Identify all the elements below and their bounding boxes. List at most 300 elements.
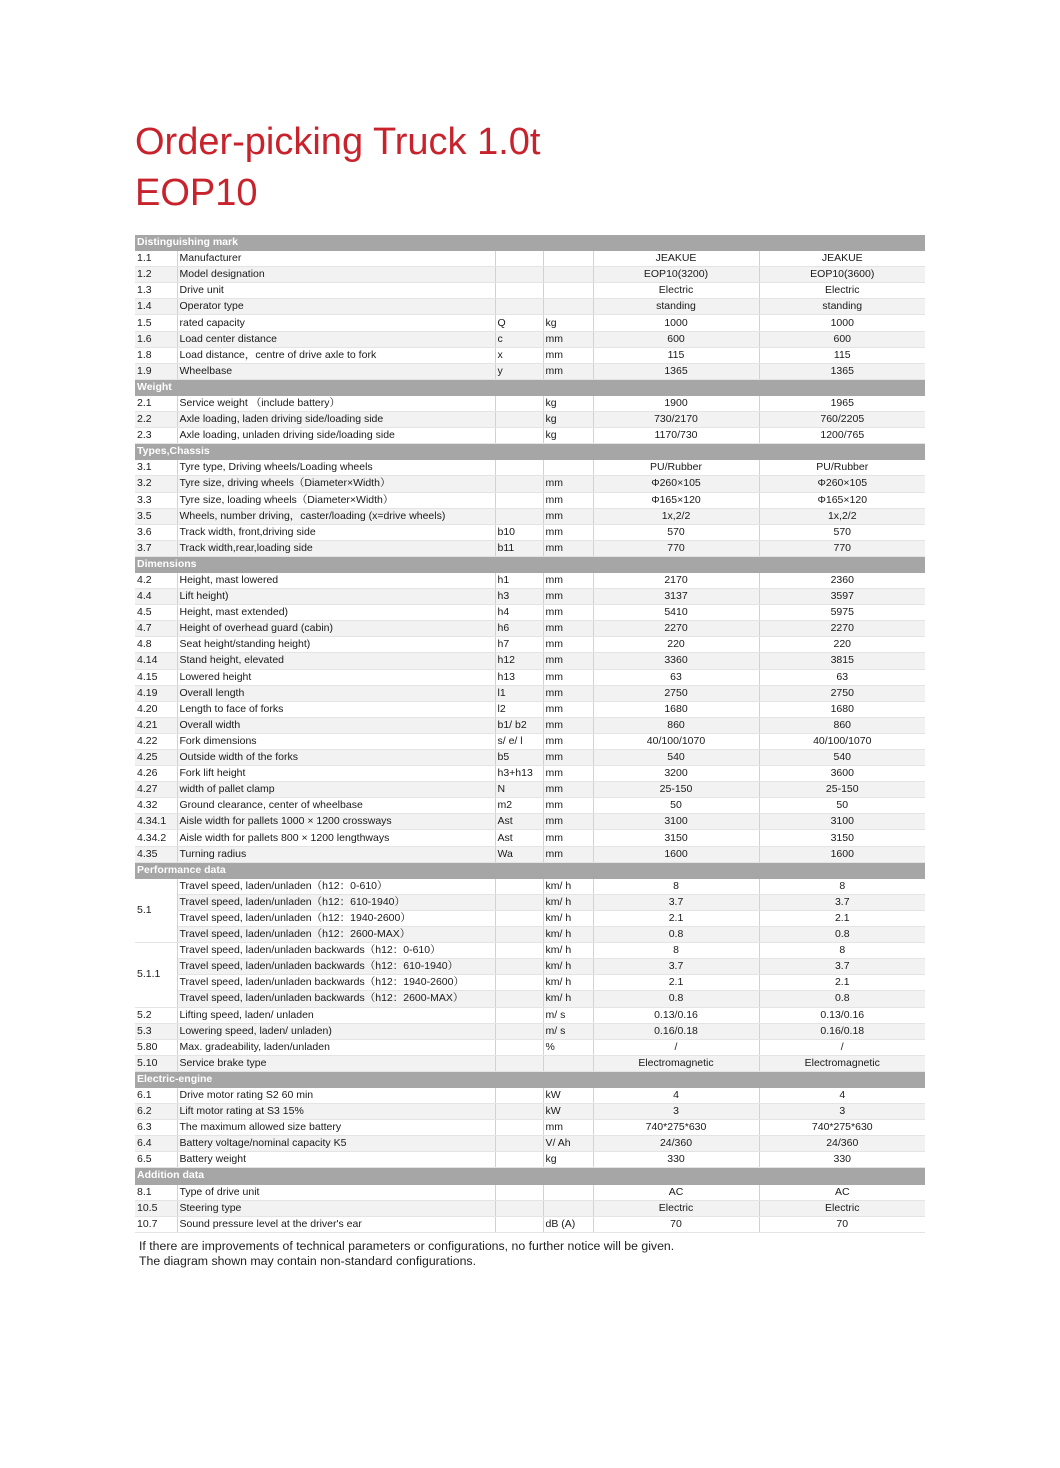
section-title: Types,Chassis <box>135 444 925 460</box>
table-row <box>135 959 925 975</box>
spec-table-body <box>135 235 925 1232</box>
row-parameter: Drive motor rating S2 60 min <box>177 1087 495 1103</box>
page-title: Order-picking Truck 1.0t <box>135 121 541 163</box>
table-row <box>135 927 925 943</box>
row-unit: km/ h <box>543 991 593 1007</box>
row-unit: kW <box>543 1087 593 1103</box>
row-unit: km/ h <box>543 894 593 910</box>
row-number: 4.5 <box>135 605 177 621</box>
table-row <box>135 798 925 814</box>
section-title: Electric-engine <box>135 1071 925 1087</box>
row-parameter: Battery weight <box>177 1152 495 1168</box>
row-symbol: Ast <box>495 830 543 846</box>
row-symbol <box>495 1023 543 1039</box>
row-value-3200: 1000 <box>593 315 759 331</box>
row-value-3600: 570 <box>759 524 925 540</box>
row-parameter: Wheels, number driving，caster/loading (x=drive wheels) <box>177 508 495 524</box>
row-unit: V/ Ah <box>543 1136 593 1152</box>
row-number: 4.8 <box>135 637 177 653</box>
row-unit: % <box>543 1039 593 1055</box>
row-symbol: l2 <box>495 701 543 717</box>
row-parameter: Load distance，centre of drive axle to fork <box>177 347 495 363</box>
row-symbol <box>495 508 543 524</box>
row-value-3200: 2170 <box>593 572 759 588</box>
row-symbol <box>495 910 543 926</box>
section-header <box>135 444 925 460</box>
row-symbol <box>495 395 543 411</box>
row-unit: mm <box>543 701 593 717</box>
row-unit <box>543 460 593 476</box>
row-symbol: b11 <box>495 540 543 556</box>
row-number: 6.3 <box>135 1120 177 1136</box>
table-row <box>135 621 925 637</box>
row-number: 1.3 <box>135 283 177 299</box>
row-value-3600: 2750 <box>759 685 925 701</box>
row-value-3200: 70 <box>593 1216 759 1232</box>
row-unit: dB (A) <box>543 1216 593 1232</box>
row-value-3600: 0.13/0.16 <box>759 1007 925 1023</box>
row-value-3600: 1200/765 <box>759 428 925 444</box>
row-parameter: Type of drive unit <box>177 1184 495 1200</box>
row-parameter: Stand height, elevated <box>177 653 495 669</box>
row-unit <box>543 251 593 267</box>
row-unit: km/ h <box>543 959 593 975</box>
row-parameter: Ground clearance, center of wheelbase <box>177 798 495 814</box>
row-number: 4.32 <box>135 798 177 814</box>
row-value-3600: 1365 <box>759 363 925 379</box>
row-value-3600: 220 <box>759 637 925 653</box>
row-symbol: m2 <box>495 798 543 814</box>
row-value-3600: 4 <box>759 1087 925 1103</box>
row-symbol: b5 <box>495 750 543 766</box>
row-unit: km/ h <box>543 910 593 926</box>
row-value-3600: JEAKUE <box>759 251 925 267</box>
row-unit: mm <box>543 830 593 846</box>
row-symbol <box>495 878 543 894</box>
table-row <box>135 830 925 846</box>
row-parameter: Turning radius <box>177 846 495 862</box>
section-title: Dimensions <box>135 556 925 572</box>
row-value-3200: 0.8 <box>593 991 759 1007</box>
row-parameter: rated capacity <box>177 315 495 331</box>
row-value-3200: PU/Rubber <box>593 460 759 476</box>
row-value-3200: 1170/730 <box>593 428 759 444</box>
row-parameter: Operator type <box>177 299 495 315</box>
row-number: 4.2 <box>135 572 177 588</box>
row-symbol <box>495 894 543 910</box>
row-parameter: Travel speed, laden/unladen backwards（h12：610-1940） <box>177 959 495 975</box>
row-parameter: Tyre size, loading wheels（Diameter×Width） <box>177 492 495 508</box>
row-symbol <box>495 1152 543 1168</box>
row-value-3600: Electromagnetic <box>759 1055 925 1071</box>
row-number: 4.22 <box>135 733 177 749</box>
row-unit: mm <box>543 508 593 524</box>
row-unit <box>543 1055 593 1071</box>
section-title: Addition data <box>135 1168 925 1184</box>
table-row <box>135 395 925 411</box>
row-value-3200: Φ260×105 <box>593 476 759 492</box>
row-parameter: Manufacturer <box>177 251 495 267</box>
row-parameter: The maximum allowed size battery <box>177 1120 495 1136</box>
row-symbol <box>495 1200 543 1216</box>
row-number: 2.1 <box>135 395 177 411</box>
row-number: 4.34.2 <box>135 830 177 846</box>
table-row <box>135 814 925 830</box>
row-value-3600: 25-150 <box>759 782 925 798</box>
row-value-3600: 760/2205 <box>759 412 925 428</box>
table-row <box>135 1200 925 1216</box>
row-unit: kg <box>543 412 593 428</box>
row-parameter: Axle loading, unladen driving side/loading side <box>177 428 495 444</box>
table-row <box>135 1120 925 1136</box>
row-number: 4.14 <box>135 653 177 669</box>
row-symbol: h12 <box>495 653 543 669</box>
section-header <box>135 556 925 572</box>
row-value-3200: 3200 <box>593 766 759 782</box>
row-symbol: h4 <box>495 605 543 621</box>
row-symbol <box>495 492 543 508</box>
row-symbol <box>495 267 543 283</box>
table-row <box>135 653 925 669</box>
row-number: 5.1.1 <box>135 943 177 1007</box>
row-symbol <box>495 476 543 492</box>
row-parameter: Overall length <box>177 685 495 701</box>
row-value-3600: PU/Rubber <box>759 460 925 476</box>
row-parameter: Height, mast lowered <box>177 572 495 588</box>
row-number: 5.1 <box>135 878 177 942</box>
row-parameter: Travel speed, laden/unladen backwards（h12：1940-2600） <box>177 975 495 991</box>
row-symbol <box>495 412 543 428</box>
row-value-3200: AC <box>593 1184 759 1200</box>
table-row <box>135 605 925 621</box>
row-number: 3.5 <box>135 508 177 524</box>
row-value-3600: 5975 <box>759 605 925 621</box>
table-row <box>135 1039 925 1055</box>
row-symbol <box>495 927 543 943</box>
row-symbol: h3 <box>495 589 543 605</box>
row-symbol: l1 <box>495 685 543 701</box>
row-symbol: Q <box>495 315 543 331</box>
row-value-3200: 3100 <box>593 814 759 830</box>
table-row <box>135 685 925 701</box>
table-row <box>135 1023 925 1039</box>
table-row <box>135 846 925 862</box>
row-parameter: Height of overhead guard (cabin) <box>177 621 495 637</box>
table-row <box>135 910 925 926</box>
row-number: 4.27 <box>135 782 177 798</box>
row-symbol: Wa <box>495 846 543 862</box>
table-row <box>135 637 925 653</box>
row-value-3200: JEAKUE <box>593 251 759 267</box>
table-row <box>135 1087 925 1103</box>
row-number: 3.7 <box>135 540 177 556</box>
row-value-3600: 3815 <box>759 653 925 669</box>
row-unit <box>543 1200 593 1216</box>
row-unit: mm <box>543 589 593 605</box>
row-unit: mm <box>543 347 593 363</box>
row-value-3200: Electric <box>593 1200 759 1216</box>
row-number: 8.1 <box>135 1184 177 1200</box>
row-number: 3.2 <box>135 476 177 492</box>
row-symbol <box>495 283 543 299</box>
table-row <box>135 428 925 444</box>
row-symbol: h6 <box>495 621 543 637</box>
row-value-3200: EOP10(3200) <box>593 267 759 283</box>
section-header <box>135 1168 925 1184</box>
row-value-3200: 40/100/1070 <box>593 733 759 749</box>
row-value-3600: AC <box>759 1184 925 1200</box>
row-value-3200: 3 <box>593 1104 759 1120</box>
row-symbol: N <box>495 782 543 798</box>
row-value-3200: 3150 <box>593 830 759 846</box>
row-symbol <box>495 1184 543 1200</box>
row-value-3600: 3100 <box>759 814 925 830</box>
row-number: 3.1 <box>135 460 177 476</box>
row-value-3600: Electric <box>759 1200 925 1216</box>
row-unit: mm <box>543 476 593 492</box>
section-title: Performance data <box>135 862 925 878</box>
row-parameter: Service weight （include battery） <box>177 395 495 411</box>
row-value-3200: 2270 <box>593 621 759 637</box>
row-value-3200: 1900 <box>593 395 759 411</box>
row-parameter: Model designation <box>177 267 495 283</box>
section-header <box>135 862 925 878</box>
row-symbol <box>495 1055 543 1071</box>
row-number: 2.2 <box>135 412 177 428</box>
row-value-3600: 3.7 <box>759 894 925 910</box>
row-symbol <box>495 299 543 315</box>
row-value-3200: 8 <box>593 878 759 894</box>
row-parameter: Lowering speed, laden/ unladen) <box>177 1023 495 1039</box>
row-value-3600: 3597 <box>759 589 925 605</box>
row-number: 4.34.1 <box>135 814 177 830</box>
row-unit: mm <box>543 669 593 685</box>
row-symbol: b1/ b2 <box>495 717 543 733</box>
row-symbol: Ast <box>495 814 543 830</box>
row-number: 1.6 <box>135 331 177 347</box>
row-parameter: Drive unit <box>177 283 495 299</box>
row-unit: mm <box>543 637 593 653</box>
section-title: Distinguishing mark <box>135 235 925 251</box>
row-value-3600: 70 <box>759 1216 925 1232</box>
row-value-3200: 570 <box>593 524 759 540</box>
row-symbol <box>495 1087 543 1103</box>
row-number: 6.4 <box>135 1136 177 1152</box>
row-parameter: Height, mast extended) <box>177 605 495 621</box>
table-row <box>135 508 925 524</box>
row-value-3200: 3.7 <box>593 959 759 975</box>
row-parameter: Track width,rear,loading side <box>177 540 495 556</box>
row-number: 4.26 <box>135 766 177 782</box>
table-row <box>135 1184 925 1200</box>
row-symbol <box>495 1104 543 1120</box>
row-value-3200: 770 <box>593 540 759 556</box>
row-unit: mm <box>543 685 593 701</box>
row-unit <box>543 283 593 299</box>
row-symbol: y <box>495 363 543 379</box>
table-row <box>135 412 925 428</box>
row-symbol: h3+h13 <box>495 766 543 782</box>
row-value-3600: 2.1 <box>759 975 925 991</box>
row-number: 5.3 <box>135 1023 177 1039</box>
table-row <box>135 251 925 267</box>
row-symbol: s/ e/ l <box>495 733 543 749</box>
row-value-3600: 8 <box>759 943 925 959</box>
row-parameter: Lowered height <box>177 669 495 685</box>
row-value-3600: 8 <box>759 878 925 894</box>
row-value-3200: Φ165×120 <box>593 492 759 508</box>
table-row <box>135 363 925 379</box>
row-value-3600: 3.7 <box>759 959 925 975</box>
row-value-3600: 40/100/1070 <box>759 733 925 749</box>
row-parameter: Fork dimensions <box>177 733 495 749</box>
row-value-3600: 24/360 <box>759 1136 925 1152</box>
table-row <box>135 347 925 363</box>
section-header <box>135 1071 925 1087</box>
row-number: 6.1 <box>135 1087 177 1103</box>
row-value-3200: 63 <box>593 669 759 685</box>
row-value-3600: standing <box>759 299 925 315</box>
row-symbol <box>495 251 543 267</box>
row-number: 10.7 <box>135 1216 177 1232</box>
table-row <box>135 878 925 894</box>
row-parameter: Length to face of forks <box>177 701 495 717</box>
row-number: 4.25 <box>135 750 177 766</box>
row-value-3200: 0.13/0.16 <box>593 1007 759 1023</box>
row-parameter: Battery voltage/nominal capacity K5 <box>177 1136 495 1152</box>
row-value-3600: 860 <box>759 717 925 733</box>
row-value-3200: 3.7 <box>593 894 759 910</box>
row-symbol: h13 <box>495 669 543 685</box>
row-value-3600: Φ165×120 <box>759 492 925 508</box>
row-unit: kg <box>543 395 593 411</box>
table-row <box>135 717 925 733</box>
row-number: 6.5 <box>135 1152 177 1168</box>
row-number: 3.3 <box>135 492 177 508</box>
table-row <box>135 1104 925 1120</box>
row-unit: mm <box>543 621 593 637</box>
row-parameter: Travel speed, laden/unladen backwards（h12：2600-MAX） <box>177 991 495 1007</box>
row-value-3600: 1000 <box>759 315 925 331</box>
row-unit: kg <box>543 315 593 331</box>
row-symbol <box>495 959 543 975</box>
row-value-3600: 115 <box>759 347 925 363</box>
row-parameter: Travel speed, laden/unladen（h12：610-1940） <box>177 894 495 910</box>
table-row <box>135 315 925 331</box>
table-row <box>135 943 925 959</box>
row-value-3200: 0.8 <box>593 927 759 943</box>
table-row <box>135 1216 925 1232</box>
row-value-3200: 3360 <box>593 653 759 669</box>
row-value-3600: 2360 <box>759 572 925 588</box>
row-number: 5.80 <box>135 1039 177 1055</box>
row-parameter: Travel speed, laden/unladen（h12：1940-2600） <box>177 910 495 926</box>
footnote-diagram: The diagram shown may contain non-standard configurations. <box>139 1254 476 1268</box>
row-unit: kg <box>543 1152 593 1168</box>
row-unit: mm <box>543 733 593 749</box>
table-row <box>135 1055 925 1071</box>
row-unit: mm <box>543 331 593 347</box>
row-number: 4.4 <box>135 589 177 605</box>
row-parameter: Travel speed, laden/unladen backwards（h12：0-610） <box>177 943 495 959</box>
row-symbol <box>495 1120 543 1136</box>
row-number: 1.8 <box>135 347 177 363</box>
row-unit <box>543 267 593 283</box>
table-row <box>135 733 925 749</box>
row-unit: kg <box>543 428 593 444</box>
row-parameter: Track width, front,driving side <box>177 524 495 540</box>
row-unit: km/ h <box>543 943 593 959</box>
row-value-3200: 540 <box>593 750 759 766</box>
row-parameter: Wheelbase <box>177 363 495 379</box>
row-parameter: Fork lift height <box>177 766 495 782</box>
row-number: 1.1 <box>135 251 177 267</box>
table-row <box>135 299 925 315</box>
table-row <box>135 524 925 540</box>
row-unit: mm <box>543 814 593 830</box>
section-header <box>135 379 925 395</box>
table-row <box>135 701 925 717</box>
row-number: 4.35 <box>135 846 177 862</box>
row-value-3200: 1680 <box>593 701 759 717</box>
row-value-3200: 50 <box>593 798 759 814</box>
row-unit: mm <box>543 717 593 733</box>
row-value-3600: / <box>759 1039 925 1055</box>
row-symbol <box>495 975 543 991</box>
row-value-3600: 3 <box>759 1104 925 1120</box>
row-unit: km/ h <box>543 878 593 894</box>
table-row <box>135 1136 925 1152</box>
row-parameter: Tyre size, driving wheels（Diameter×Width） <box>177 476 495 492</box>
row-parameter: Travel speed, laden/unladen（h12：2600-MAX） <box>177 927 495 943</box>
table-row <box>135 283 925 299</box>
model-title: EOP10 <box>135 172 258 214</box>
row-unit: m/ s <box>543 1023 593 1039</box>
row-value-3200: 1600 <box>593 846 759 862</box>
row-unit: mm <box>543 605 593 621</box>
row-value-3200: 2.1 <box>593 910 759 926</box>
row-value-3200: 0.16/0.18 <box>593 1023 759 1039</box>
table-row <box>135 1152 925 1168</box>
row-parameter: Aisle width for pallets 800 × 1200 lengthways <box>177 830 495 846</box>
row-unit: mm <box>543 798 593 814</box>
row-value-3200: 24/360 <box>593 1136 759 1152</box>
row-unit: mm <box>543 363 593 379</box>
row-value-3600: Φ260×105 <box>759 476 925 492</box>
row-unit: mm <box>543 492 593 508</box>
row-number: 5.2 <box>135 1007 177 1023</box>
row-parameter: Max. gradeability, laden/unladen <box>177 1039 495 1055</box>
table-row <box>135 894 925 910</box>
row-value-3600: 0.8 <box>759 991 925 1007</box>
row-number: 1.2 <box>135 267 177 283</box>
row-value-3200: 220 <box>593 637 759 653</box>
spec-table <box>135 235 925 1233</box>
row-unit: kW <box>543 1104 593 1120</box>
row-value-3600: 1680 <box>759 701 925 717</box>
row-parameter: Sound pressure level at the driver's ear <box>177 1216 495 1232</box>
row-unit: mm <box>543 782 593 798</box>
section-header <box>135 235 925 251</box>
table-row <box>135 589 925 605</box>
row-parameter: Lift motor rating at S3 15% <box>177 1104 495 1120</box>
row-symbol <box>495 1007 543 1023</box>
row-parameter: Seat height/standing height) <box>177 637 495 653</box>
row-value-3200: 25-150 <box>593 782 759 798</box>
row-value-3200: 2750 <box>593 685 759 701</box>
row-unit: mm <box>543 540 593 556</box>
table-row <box>135 331 925 347</box>
